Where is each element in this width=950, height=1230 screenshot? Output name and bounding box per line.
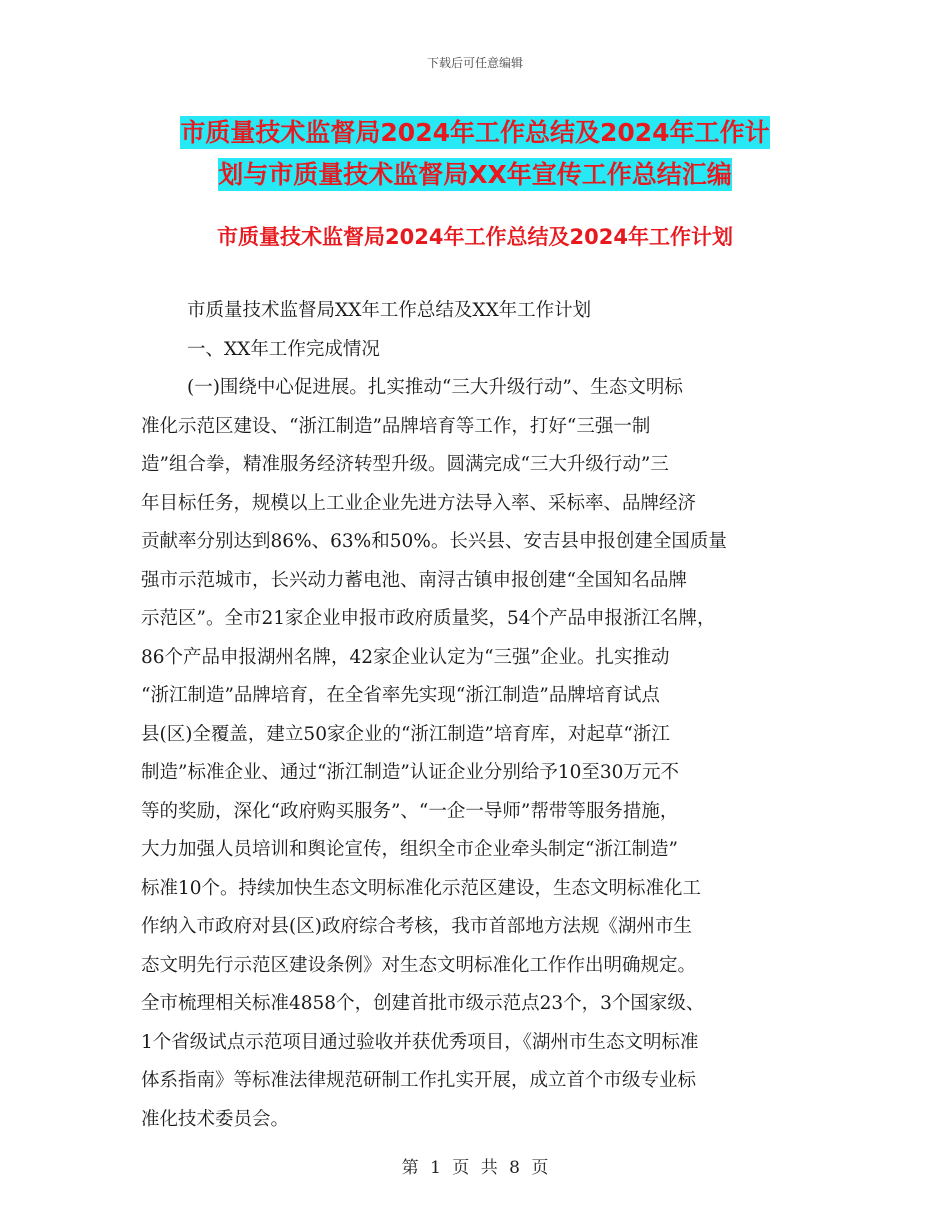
paragraph-line: 体系指南》等标准法律规范研制工作扎实开展，成立首个市级专业标 <box>141 1070 697 1091</box>
page-footer: 第 1 页 共 8 页 <box>401 1158 549 1178</box>
paragraph-line: 制造”标准企业、通过“浙江制造”认证企业分别给予10至30万元不 <box>141 762 679 783</box>
page-header: 下载后可任意编辑 <box>426 56 523 70</box>
paragraph-line: 造”组合拳，精准服务经济转型升级。圆满完成“三大升级行动”三 <box>141 454 669 475</box>
paragraph-line: (一)围绕中心促进展。扎实推动“三大升级行动”、生态文明标 <box>187 377 683 398</box>
document-title <box>0 112 950 196</box>
paragraph-line: 强市示范城市，长兴动力蓄电池、南浔古镇申报创建“全国知名品牌 <box>141 569 687 591</box>
paragraph-line: 一、XX年工作完成情况 <box>187 338 380 360</box>
body-text <box>141 292 811 1139</box>
paragraph-line: 作纳入市政府对县(区)政府综合考核，我市首部地方法规《湖州市生 <box>141 916 692 937</box>
title-line-2: 划与市质量技术监督局XX年宣传工作总结汇编 <box>218 160 732 189</box>
section-title: 市质量技术监督局2024年工作总结及2024年工作计划 <box>217 225 733 249</box>
paragraph-line: 县(区)全覆盖，建立50家企业的“浙江制造”培育库，对起草“浙江 <box>141 723 670 745</box>
paragraph-line: “浙江制造”品牌培育，在全省率先实现“浙江制造”品牌培育试点 <box>141 685 660 706</box>
paragraph-line: 示范区”。全市21家企业申报市政府质量奖，54个产品申报浙江名牌， <box>141 608 716 629</box>
paragraph-line: 准化技术委员会。 <box>141 1108 290 1130</box>
paragraph-line: 全市梳理相关标准4858个，创建首批市级示范点23个，3个国家级、 <box>141 993 705 1014</box>
paragraph-line: 等的奖励，深化“政府购买服务”、“一企一导师”帮带等服务措施， <box>141 800 679 822</box>
paragraph-line: 1个省级试点示范项目通过验收并获优秀项目，《湖州市生态文明标准 <box>141 1031 699 1053</box>
paragraph-line: 准化示范区建设、“浙江制造”品牌培育等工作，打好“三强一制 <box>141 415 651 437</box>
paragraph-line: 年目标任务，规模以上工业企业先进方法导入率、采标率、品牌经济 <box>141 492 697 514</box>
paragraph-line: 标准10个。持续加快生态文明标准化示范区建设，生态文明标准化工 <box>141 877 702 899</box>
paragraph-line: 市质量技术监督局XX年工作总结及XX年工作计划 <box>187 300 592 321</box>
paragraph-line: 86个产品申报湖州名牌，42家企业认定为“三强”企业。扎实推动 <box>141 646 670 668</box>
paragraph-line: 贡献率分别达到86%、63%和50%。长兴县、安吉县申报创建全国质量 <box>141 531 727 552</box>
paragraph-line: 态文明先行示范区建设条例》对生态文明标准化工作作出明确规定。 <box>141 954 697 976</box>
paragraph-line: 大力加强人员培训和舆论宣传，组织全市企业牵头制定“浙江制造” <box>141 839 678 860</box>
title-line-1: 市质量技术监督局2024年工作总结及2024年工作计 <box>180 118 770 147</box>
